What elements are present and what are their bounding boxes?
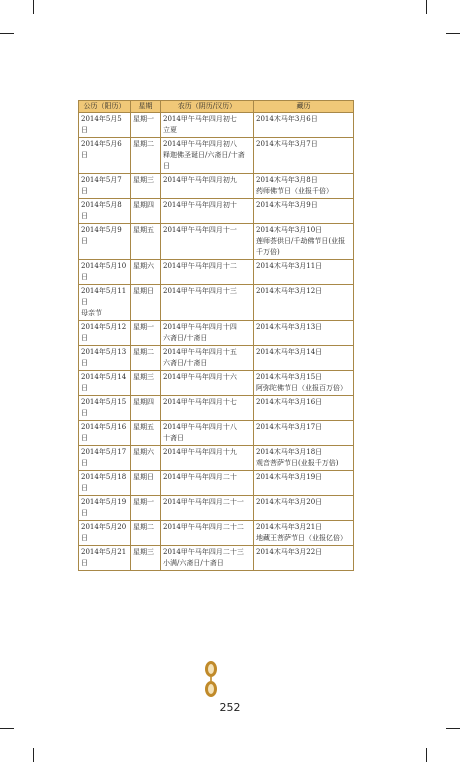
cell-tibetan [254, 396, 354, 421]
tibetan-date: 2014木马年3月15日 [256, 373, 323, 381]
gregorian-date: 2014年5月8日 [81, 201, 122, 220]
gregorian-date: 2014年5月5日 [81, 115, 122, 134]
lotus-ornament-icon [203, 660, 219, 700]
tibetan-date: 2014木马年3月20日 [256, 498, 323, 506]
header-gregorian: 公历（阳历） [79, 101, 131, 113]
cell-tibetan [254, 496, 354, 521]
gregorian-date: 2014年5月12日 [81, 323, 127, 342]
weekday: 星期二 [133, 140, 154, 148]
cell-lunar [161, 521, 254, 546]
cell-gregorian [79, 371, 131, 396]
weekday: 星期五 [133, 423, 154, 431]
tibetan-date: 2014木马年3月21日 [256, 523, 323, 531]
lunar-note: 六斋日/十斋日 [163, 334, 208, 342]
crop-mark-bottom-left [33, 748, 34, 762]
lunar-date: 2014甲午马年四月十六 [163, 373, 237, 381]
tibetan-date: 2014木马年3月22日 [256, 548, 323, 556]
gregorian-date: 2014年5月14日 [81, 373, 127, 392]
cell-weekday [131, 446, 161, 471]
cell-tibetan [254, 346, 354, 371]
table-row [79, 371, 354, 396]
cell-tibetan [254, 224, 354, 260]
tibetan-date: 2014木马年3月18日 [256, 448, 323, 456]
cell-tibetan [254, 521, 354, 546]
weekday: 星期三 [133, 373, 154, 381]
cell-tibetan [254, 113, 354, 138]
gregorian-note: 母亲节 [81, 309, 102, 317]
cell-weekday [131, 421, 161, 446]
lunar-date: 2014甲午马年四月十四 [163, 323, 237, 331]
tibetan-note: 地藏王菩萨节日（业报亿倍） [256, 534, 347, 542]
cell-weekday [131, 371, 161, 396]
cell-lunar [161, 446, 254, 471]
lunar-date: 2014甲午马年四月十五 [163, 348, 237, 356]
lunar-note: 十斋日 [163, 434, 184, 442]
cell-gregorian [79, 113, 131, 138]
lunar-date: 2014甲午马年四月十九 [163, 448, 237, 456]
cell-weekday [131, 471, 161, 496]
tibetan-date: 2014木马年3月14日 [256, 348, 323, 356]
header-tibetan: 藏历 [254, 101, 354, 113]
table-row [79, 546, 354, 571]
cell-lunar [161, 421, 254, 446]
tibetan-note: 阿弥陀佛节日（业报百万倍） [256, 384, 347, 392]
cell-tibetan [254, 321, 354, 346]
tibetan-note: 观音菩萨节日(业报千万倍) [256, 459, 339, 467]
tibetan-date: 2014木马年3月8日 [256, 176, 318, 184]
cell-tibetan [254, 138, 354, 174]
cell-lunar [161, 471, 254, 496]
cell-lunar [161, 546, 254, 571]
cell-gregorian [79, 138, 131, 174]
cell-lunar [161, 199, 254, 224]
crop-mark-bottom-right-h [446, 728, 460, 729]
gregorian-date: 2014年5月18日 [81, 473, 127, 492]
tibetan-date: 2014木马年3月9日 [256, 201, 318, 209]
tibetan-note: 莲师荟供日/千劫佛节日(业报千万倍) [256, 237, 346, 256]
cell-gregorian [79, 471, 131, 496]
table-row [79, 285, 354, 321]
tibetan-date: 2014木马年3月13日 [256, 323, 323, 331]
weekday: 星期日 [133, 473, 154, 481]
weekday: 星期六 [133, 262, 154, 270]
cell-lunar [161, 321, 254, 346]
table-row [79, 421, 354, 446]
table-row [79, 260, 354, 285]
crop-mark-bottom-left-h [0, 728, 14, 729]
weekday: 星期一 [133, 115, 154, 123]
tibetan-date: 2014木马年3月19日 [256, 473, 323, 481]
cell-gregorian [79, 546, 131, 571]
cell-lunar [161, 138, 254, 174]
cell-weekday [131, 285, 161, 321]
lunar-note: 立夏 [163, 126, 177, 134]
cell-lunar [161, 285, 254, 321]
weekday: 星期四 [133, 201, 154, 209]
cell-lunar [161, 371, 254, 396]
cell-gregorian [79, 321, 131, 346]
cell-gregorian [79, 396, 131, 421]
lunar-date: 2014甲午马年四月二十一 [163, 498, 244, 506]
gregorian-date: 2014年5月15日 [81, 398, 127, 417]
lunar-date: 2014甲午马年四月初九 [163, 176, 237, 184]
cell-weekday [131, 396, 161, 421]
cell-gregorian [79, 421, 131, 446]
gregorian-date: 2014年5月19日 [81, 498, 127, 517]
table-row [79, 446, 354, 471]
weekday: 星期一 [133, 498, 154, 506]
page-number: 252 [219, 701, 241, 714]
cell-tibetan [254, 260, 354, 285]
cell-weekday [131, 546, 161, 571]
cell-tibetan [254, 371, 354, 396]
gregorian-date: 2014年5月9日 [81, 226, 122, 245]
tibetan-date: 2014木马年3月11日 [256, 262, 323, 270]
cell-tibetan [254, 446, 354, 471]
cell-gregorian [79, 174, 131, 199]
table-row [79, 396, 354, 421]
header-weekday: 星期 [131, 101, 161, 113]
lunar-date: 2014甲午马年四月十八 [163, 423, 237, 431]
lunar-note: 释迦佛圣诞日/六斋日/十斋日 [163, 151, 245, 170]
weekday: 星期五 [133, 226, 154, 234]
lunar-date: 2014甲午马年四月十三 [163, 287, 237, 295]
table-row [79, 174, 354, 199]
gregorian-date: 2014年5月6日 [81, 140, 122, 159]
table-row [79, 321, 354, 346]
gregorian-date: 2014年5月13日 [81, 348, 127, 367]
cell-tibetan [254, 421, 354, 446]
tibetan-date: 2014木马年3月17日 [256, 423, 323, 431]
cell-weekday [131, 496, 161, 521]
table-row [79, 496, 354, 521]
lunar-date: 2014甲午马年四月初七 [163, 115, 237, 123]
weekday: 星期日 [133, 287, 154, 295]
gregorian-date: 2014年5月21日 [81, 548, 127, 567]
gregorian-date: 2014年5月10日 [81, 262, 127, 281]
table-row [79, 471, 354, 496]
lunar-date: 2014甲午马年四月十七 [163, 398, 237, 406]
gregorian-date: 2014年5月16日 [81, 423, 127, 442]
calendar-table [78, 100, 354, 571]
cell-tibetan [254, 285, 354, 321]
cell-tibetan [254, 174, 354, 199]
crop-mark-top-right [426, 0, 427, 14]
cell-tibetan [254, 546, 354, 571]
table-row [79, 224, 354, 260]
crop-mark-bottom-right [426, 748, 427, 762]
cell-gregorian [79, 446, 131, 471]
gregorian-date: 2014年5月20日 [81, 523, 127, 542]
lunar-date: 2014甲午马年四月十二 [163, 262, 237, 270]
lunar-date: 2014甲午马年四月初十 [163, 201, 237, 209]
gregorian-date: 2014年5月17日 [81, 448, 127, 467]
cell-gregorian [79, 260, 131, 285]
table-header-row [79, 101, 354, 113]
tibetan-date: 2014木马年3月12日 [256, 287, 323, 295]
tibetan-date: 2014木马年3月7日 [256, 140, 318, 148]
cell-weekday [131, 199, 161, 224]
table-row [79, 521, 354, 546]
lunar-date: 2014甲午马年四月二十二 [163, 523, 244, 531]
cell-tibetan [254, 199, 354, 224]
weekday: 星期二 [133, 523, 154, 531]
cell-gregorian [79, 285, 131, 321]
cell-lunar [161, 496, 254, 521]
cell-gregorian [79, 521, 131, 546]
crop-mark-top-left-h [0, 33, 14, 34]
lunar-note: 六斋日/十斋日 [163, 359, 208, 367]
table-body [79, 113, 354, 571]
cell-gregorian [79, 496, 131, 521]
lunar-date: 2014甲午马年四月二十三 [163, 548, 244, 556]
cell-gregorian [79, 346, 131, 371]
cell-lunar [161, 346, 254, 371]
weekday: 星期一 [133, 323, 154, 331]
table-row [79, 138, 354, 174]
crop-mark-top-left [33, 0, 34, 14]
cell-weekday [131, 113, 161, 138]
cell-lunar [161, 396, 254, 421]
header-lunar: 农历（阴历/汉历） [161, 101, 254, 113]
tibetan-note: 药师佛节日（业报千倍） [256, 187, 333, 195]
cell-weekday [131, 321, 161, 346]
cell-weekday [131, 260, 161, 285]
cell-gregorian [79, 224, 131, 260]
cell-weekday [131, 138, 161, 174]
cell-weekday [131, 174, 161, 199]
cell-gregorian [79, 199, 131, 224]
cell-lunar [161, 224, 254, 260]
cell-lunar [161, 174, 254, 199]
lunar-date: 2014甲午马年四月十一 [163, 226, 237, 234]
cell-lunar [161, 260, 254, 285]
weekday: 星期二 [133, 348, 154, 356]
lunar-date: 2014甲午马年四月二十 [163, 473, 237, 481]
table-row [79, 113, 354, 138]
gregorian-date: 2014年5月11日 [81, 287, 127, 306]
cell-tibetan [254, 471, 354, 496]
lunar-date: 2014甲午马年四月初八 [163, 140, 237, 148]
cell-weekday [131, 224, 161, 260]
gregorian-date: 2014年5月7日 [81, 176, 122, 195]
cell-weekday [131, 346, 161, 371]
weekday: 星期六 [133, 448, 154, 456]
lunar-note: 小满/六斋日/十斋日 [163, 559, 224, 567]
cell-lunar [161, 113, 254, 138]
crop-mark-top-right-h [446, 33, 460, 34]
weekday: 星期三 [133, 176, 154, 184]
weekday: 星期四 [133, 398, 154, 406]
tibetan-date: 2014木马年3月16日 [256, 398, 323, 406]
tibetan-date: 2014木马年3月10日 [256, 226, 323, 234]
tibetan-date: 2014木马年3月6日 [256, 115, 318, 123]
table-row [79, 199, 354, 224]
weekday: 星期三 [133, 548, 154, 556]
table-row [79, 346, 354, 371]
cell-weekday [131, 521, 161, 546]
